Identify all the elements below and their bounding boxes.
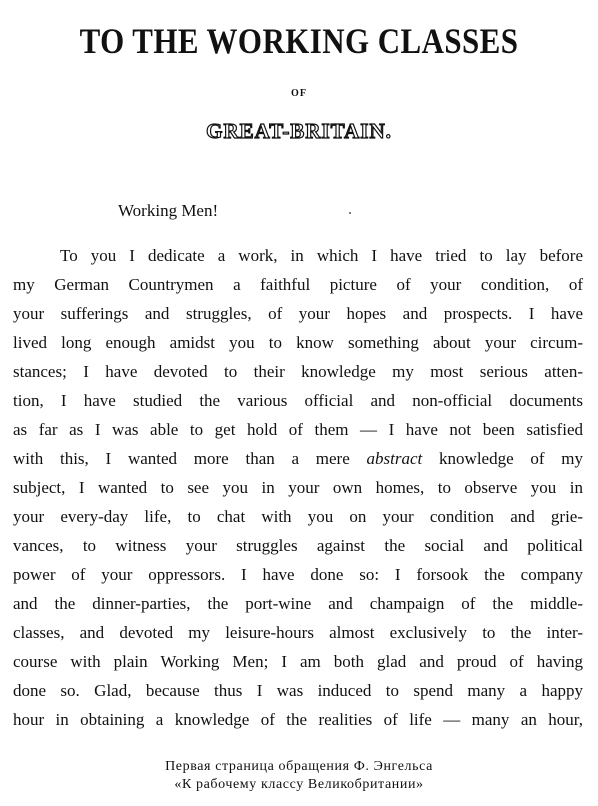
body-line: your sufferings and struggles, of your hopes and prospects. I have: [13, 304, 583, 323]
country-title: GREAT-BRITAIN.: [206, 119, 392, 143]
body-line-start: with this, I wanted more than a mere: [13, 449, 350, 468]
body-line: stances; I have devoted to their knowledge my most serious atten-: [13, 362, 583, 381]
body-line: lived long enough amidst you to know something about your circum-: [13, 333, 583, 352]
caption-line-2: «К рабочему классу Великобритании»: [174, 777, 424, 792]
body-line: power of your oppressors. I have done so: I forsook the company: [13, 565, 583, 584]
italic-word: abstract: [366, 449, 423, 468]
body-line: subject, I wanted to see you in your own homes, to observe you in: [13, 478, 583, 497]
body-line: course with plain Working Men; I am both glad and proud of having: [13, 652, 583, 671]
page-title: TO THE WORKING CLASSES: [79, 21, 519, 61]
title-connector: OF: [291, 88, 307, 99]
body-line: and the dinner-parties, the port-wine and champaign of the middle-: [13, 594, 583, 613]
body-line: as far as I was able to get hold of them — I have not been satisfied: [13, 420, 583, 439]
salutation: Working Men!: [118, 201, 219, 220]
body-line: your every-day life, to chat with you on your condition and grie-: [13, 507, 583, 526]
body-line-with-italic: [13, 447, 583, 471]
body-line: To you I dedicate a work, in which I have tried to lay before: [60, 246, 583, 265]
caption-line-1: Первая страница обращения Ф. Энгельса: [165, 759, 433, 774]
body-line-end: knowledge of my: [439, 449, 584, 468]
body-line: done so. Glad, because thus I was induced to spend many a happy: [13, 681, 583, 700]
body-line: tion, I have studied the various official and non-official documents: [13, 391, 583, 410]
ink-speck: [349, 212, 351, 214]
body-line: vances, to witness your struggles against the social and political: [13, 536, 583, 555]
body-line: hour in obtaining a knowledge of the realities of life — many an hour,: [13, 710, 583, 729]
body-line: my German Countrymen a faithful picture of your condition, of: [13, 275, 583, 294]
body-line: classes, and devoted my leisure-hours almost exclusively to the inter-: [13, 623, 583, 642]
